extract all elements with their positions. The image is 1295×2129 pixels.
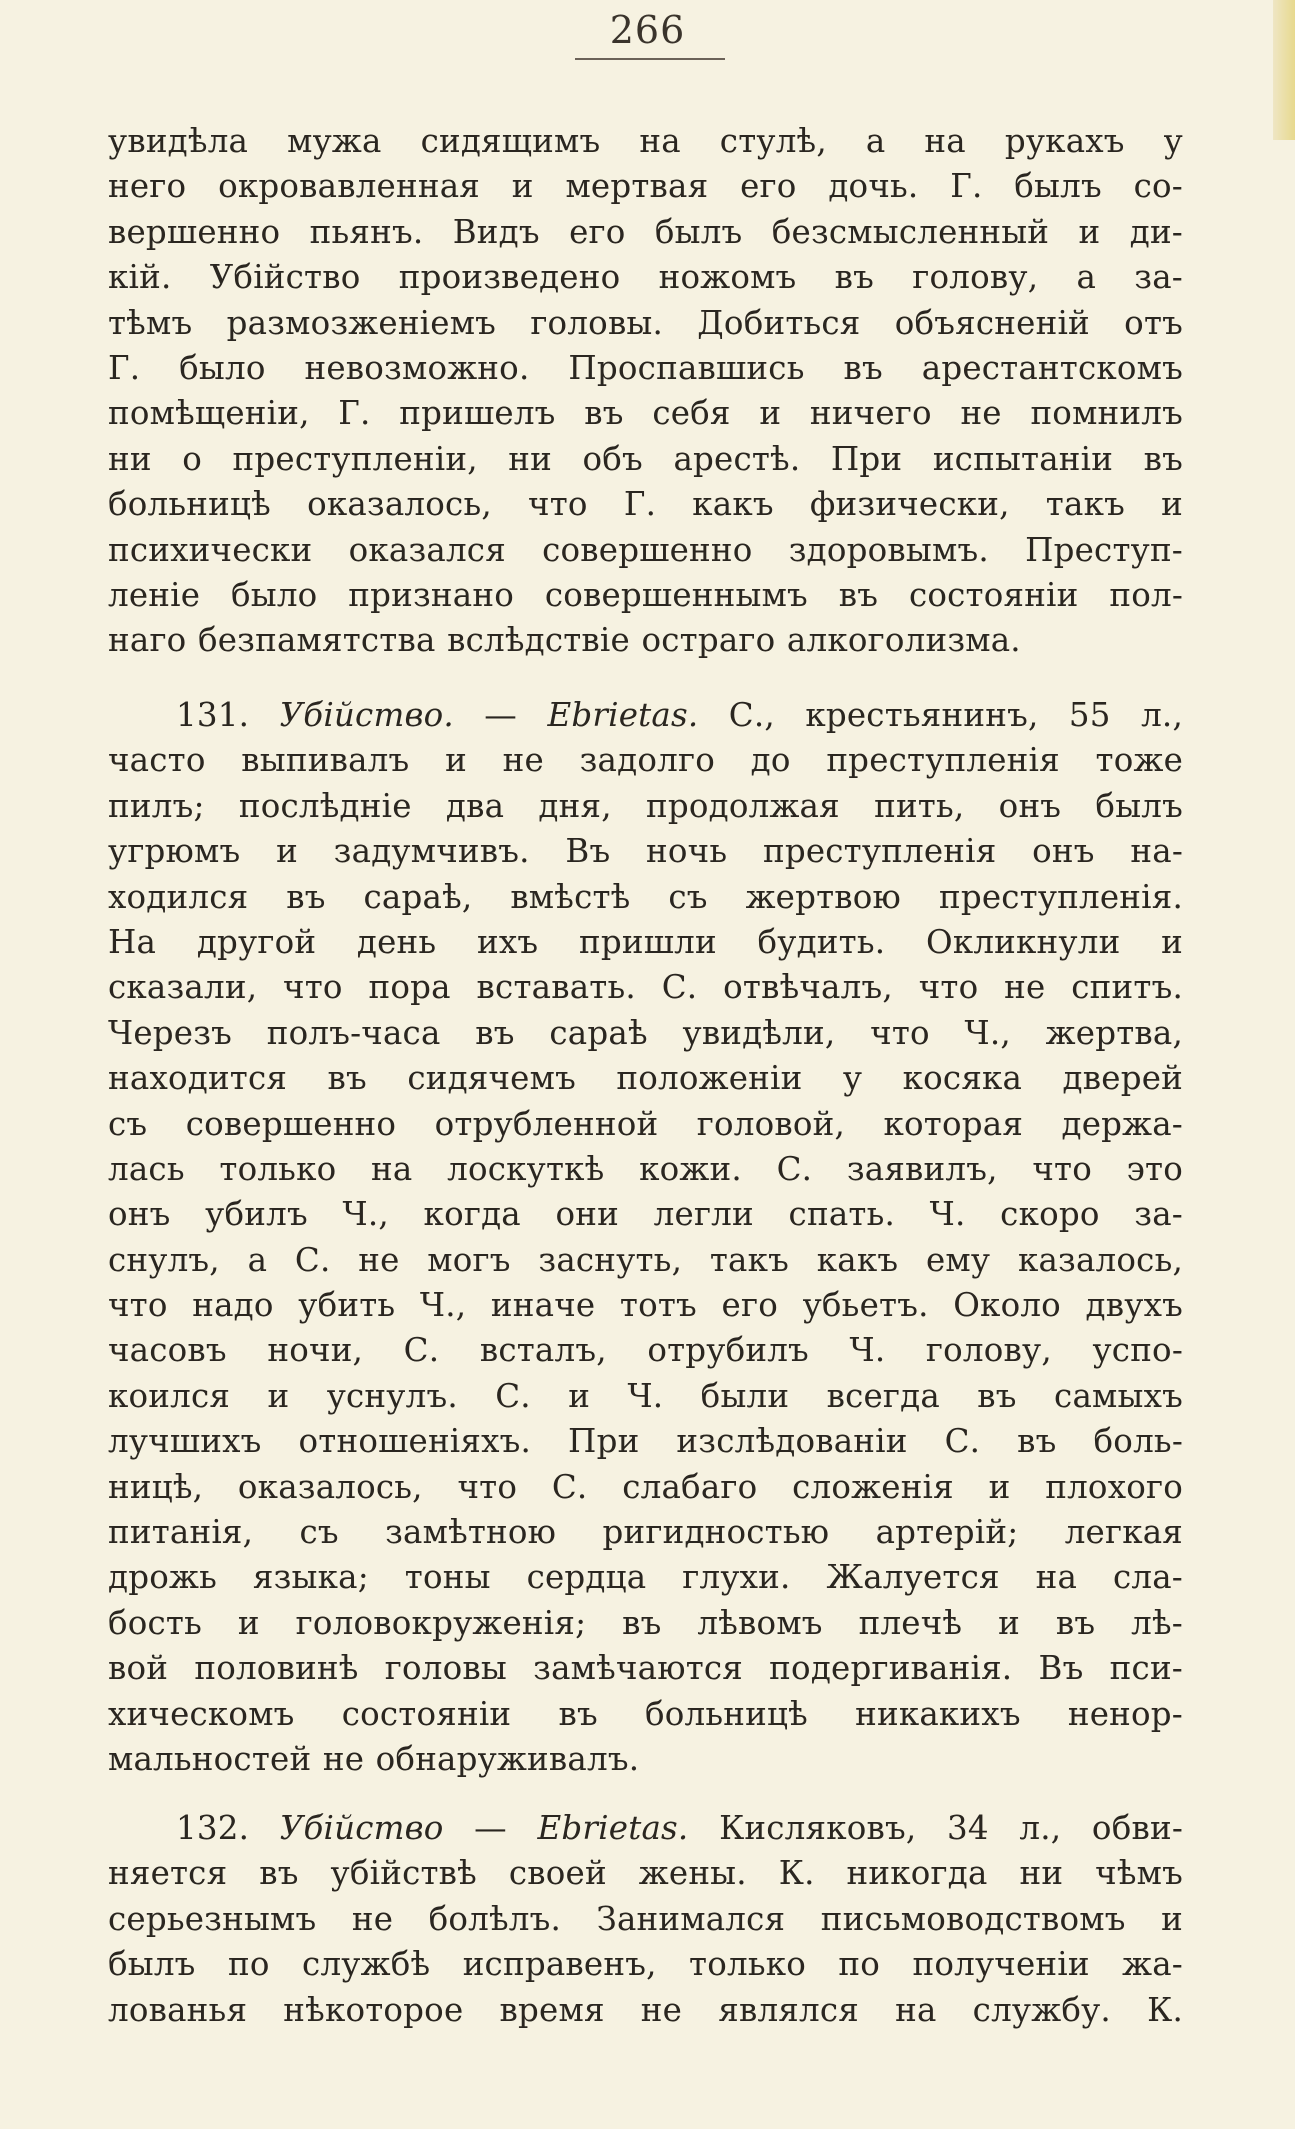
text-line: дрожь языка; тоны сердца глухи. Жалуется на сла-	[108, 1558, 1183, 1597]
header-rule	[575, 58, 725, 60]
text-line: Черезъ полъ-часа въ сараѣ увидѣли, что Ч., жертва,	[108, 1013, 1183, 1052]
case-heading-line	[108, 693, 1183, 738]
text-line: онъ убилъ Ч., когда они легли спать. Ч. скоро за-	[108, 1195, 1183, 1234]
text-line: вершенно пьянъ. Видъ его былъ безсмысленный и ди-	[108, 212, 1183, 251]
text-line: сказали, что пора вставать. С. отвѣчалъ, что не спитъ.	[108, 968, 1183, 1007]
page-number: 266	[609, 8, 686, 52]
text-line: тѣмъ размозженіемъ головы. Добиться объясненій отъ	[108, 303, 1183, 342]
text-line: кій. Убійство произведено ножомъ въ голову, а за-	[108, 258, 1183, 297]
text-line: ходился въ сараѣ, вмѣстѣ съ жертвою преступленія.	[108, 877, 1183, 916]
text-line: ни о преступленіи, ни объ арестѣ. При испытаніи въ	[108, 439, 1183, 478]
text-line: помѣщеніи, Г. пришелъ въ себя и ничего не помнилъ	[108, 394, 1183, 433]
case-diagnosis: Ebrietas.	[547, 696, 699, 734]
text-line: увидѣла мужа сидящимъ на стулѣ, а на рукахъ у	[108, 122, 1183, 160]
case-dash: —	[443, 1809, 538, 1847]
text-line: хическомъ состояніи въ больницѣ никакихъ ненор-	[108, 1694, 1183, 1733]
text-line: няется въ убійствѣ своей жены. К. никогда ни чѣмъ	[108, 1854, 1183, 1893]
text-line: угрюмъ и задумчивъ. Въ ночь преступленія онъ на-	[108, 832, 1183, 871]
text-line: наго безпамятства вслѣдствіе остраго алкоголизма.	[108, 621, 1021, 660]
case-heading-text: Кисляковъ, 34 л., обви-	[688, 1809, 1183, 1847]
case-heading-text: С., крестьянинъ, 55 л.,	[698, 696, 1183, 734]
text-line: что надо убить Ч., иначе тотъ его убьетъ. Около двухъ	[108, 1286, 1183, 1325]
case-number: 132.	[176, 1809, 250, 1847]
case-title: Убійство.	[279, 696, 454, 734]
text-line: лованья нѣкоторое время не являлся на службу. К.	[108, 1990, 1183, 2029]
text-line: вой половинѣ головы замѣчаются подергиванія. Въ пси-	[108, 1649, 1183, 1688]
text-line: часто выпивалъ и не задолго до преступленія тоже	[108, 741, 1183, 780]
text-line: былъ по службѣ исправенъ, только по полученіи жа-	[108, 1945, 1183, 1984]
text-line: На другой день ихъ пришли будить. Окликнули и	[108, 922, 1183, 961]
case-diagnosis: Ebrietas.	[537, 1809, 689, 1847]
text-line: находится въ сидячемъ положеніи у косяка дверей	[108, 1059, 1183, 1098]
text-line: больницѣ оказалось, что Г. какъ физически, такъ и	[108, 485, 1183, 524]
text-line: него окровавленная и мертвая его дочь. Г. былъ со-	[108, 167, 1183, 206]
paragraph-continuation	[108, 119, 1183, 664]
text-line: снулъ, а С. не могъ заснуть, такъ какъ ему казалось,	[108, 1240, 1183, 1279]
case-heading-line	[108, 1806, 1183, 1851]
case-number: 131.	[176, 696, 250, 734]
text-line: ницѣ, оказалось, что С. слабаго сложенія и плохого	[108, 1467, 1183, 1506]
text-line: психически оказался совершенно здоровымъ. Преступ-	[108, 530, 1183, 569]
case-dash: —	[453, 696, 548, 734]
text-line: питанія, съ замѣтною ригидностью артерій; легкая	[108, 1513, 1183, 1552]
paragraph-case-132	[108, 1806, 1183, 2033]
text-line: Г. было невозможно. Проспавшись въ арестантскомъ	[108, 348, 1183, 387]
text-line: бость и головокруженія; въ лѣвомъ плечѣ и въ лѣ-	[108, 1603, 1183, 1642]
paragraph-case-131	[108, 693, 1183, 1782]
text-line: серьезнымъ не болѣлъ. Занимался письмоводствомъ и	[108, 1899, 1183, 1938]
text-line: лась только на лоскуткѣ кожи. С. заявилъ, что это	[108, 1149, 1183, 1188]
text-line: съ совершенно отрубленной головой, которая держа-	[108, 1104, 1183, 1143]
text-line: пилъ; послѣдніе два дня, продолжая пить, онъ былъ	[108, 786, 1183, 825]
text-line: леніе было признано совершеннымъ въ состояніи пол-	[108, 575, 1183, 614]
text-line: коился и уснулъ. С. и Ч. были всегда въ самыхъ	[108, 1376, 1183, 1415]
text-line: лучшихъ отношеніяхъ. При изслѣдованіи С. въ боль-	[108, 1422, 1183, 1461]
case-title: Убійство	[279, 1809, 444, 1847]
text-line: мальностей не обнаруживалъ.	[108, 1739, 640, 1778]
text-line: часовъ ночи, С. всталъ, отрубилъ Ч. голову, успо-	[108, 1331, 1183, 1370]
